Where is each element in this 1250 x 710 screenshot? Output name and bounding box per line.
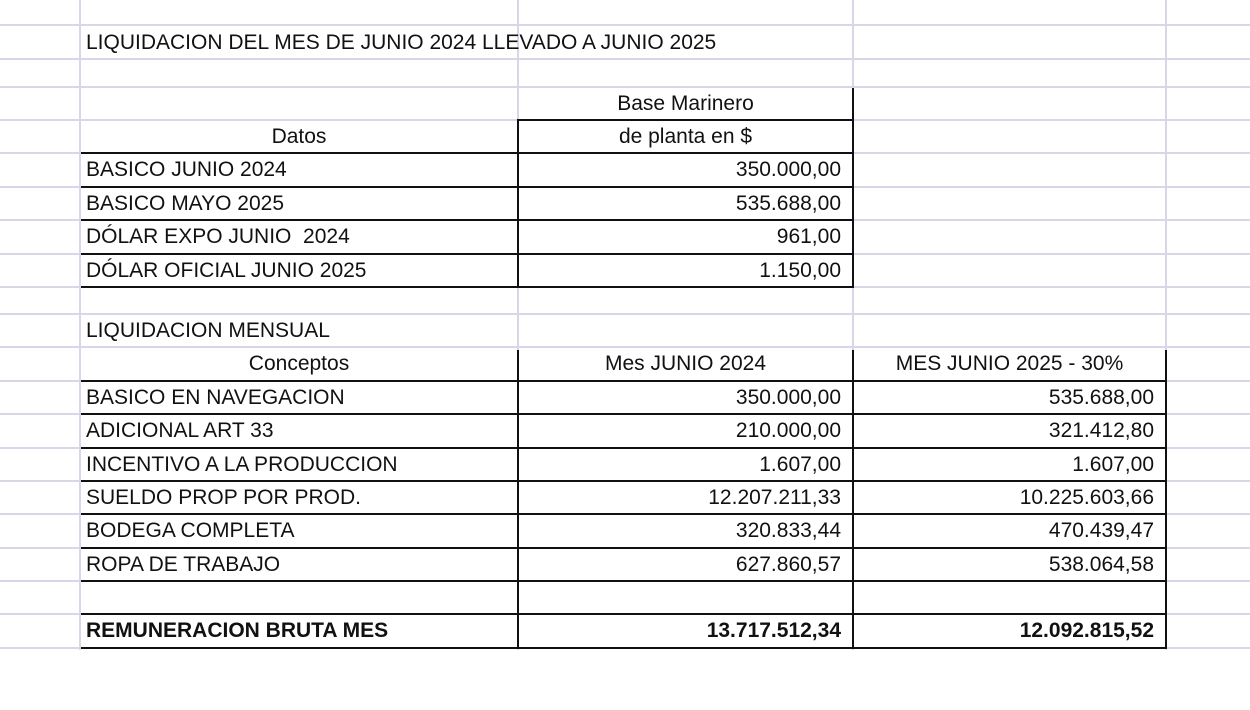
header-mes-junio-2025: MES JUNIO 2025 - 30% bbox=[895, 352, 1124, 375]
concept-label: SUELDO PROP POR PROD. bbox=[86, 486, 362, 509]
border bbox=[1165, 350, 1167, 649]
grid-line bbox=[79, 0, 81, 650]
value-2024: 320.833,44 bbox=[735, 519, 841, 542]
datos-row-label: DÓLAR EXPO JUNIO 2024 bbox=[86, 225, 350, 248]
grid-line bbox=[0, 24, 1250, 26]
concept-label: ROPA DE TRABAJO bbox=[86, 553, 281, 576]
header-datos: Datos bbox=[271, 125, 327, 148]
value-2025: 321.412,80 bbox=[1048, 419, 1154, 442]
section-title-liquidacion: LIQUIDACION MENSUAL bbox=[86, 319, 330, 342]
value-2024: 350.000,00 bbox=[735, 386, 841, 409]
datos-row-value: 961,00 bbox=[776, 225, 841, 248]
value-2025: 470.439,47 bbox=[1048, 519, 1154, 542]
datos-row-label: BASICO JUNIO 2024 bbox=[86, 158, 287, 181]
header-base-marinero-line1: Base Marinero bbox=[617, 92, 754, 115]
value-2025: 1.607,00 bbox=[1072, 453, 1154, 476]
value-2025: 538.064,58 bbox=[1048, 553, 1154, 576]
header-mes-junio-2024: Mes JUNIO 2024 bbox=[604, 352, 767, 375]
value-2024: 12.207.211,33 bbox=[708, 486, 841, 509]
datos-row-value: 350.000,00 bbox=[735, 158, 841, 181]
value-2024: 210.000,00 bbox=[735, 419, 841, 442]
datos-row-label: BASICO MAYO 2025 bbox=[86, 192, 285, 215]
total-label: REMUNERACION BRUTA MES bbox=[86, 619, 389, 642]
concept-label: ADICIONAL ART 33 bbox=[86, 419, 274, 442]
value-2024: 1.607,00 bbox=[759, 453, 841, 476]
header-conceptos: Conceptos bbox=[248, 352, 350, 375]
value-2024: 627.860,57 bbox=[735, 553, 841, 576]
value-2025: 535.688,00 bbox=[1048, 386, 1154, 409]
datos-row-value: 535.688,00 bbox=[735, 192, 841, 215]
border bbox=[81, 647, 1167, 649]
concept-label: BASICO EN NAVEGACION bbox=[86, 386, 345, 409]
datos-row-label: DÓLAR OFICIAL JUNIO 2025 bbox=[86, 259, 367, 282]
datos-row-value: 1.150,00 bbox=[759, 259, 841, 282]
header-base-marinero-line2: de planta en $ bbox=[618, 125, 753, 148]
concept-label: BODEGA COMPLETA bbox=[86, 519, 295, 542]
value-2025: 10.225.603,66 bbox=[1019, 486, 1154, 509]
page-title: LIQUIDACION DEL MES DE JUNIO 2024 LLEVADO A JUNIO 2025 bbox=[86, 31, 717, 54]
concept-label: INCENTIVO A LA PRODUCCION bbox=[86, 453, 398, 476]
border bbox=[852, 88, 854, 288]
total-value-2025: 12.092.815,52 bbox=[1019, 619, 1154, 642]
total-value-2024: 13.717.512,34 bbox=[706, 619, 841, 642]
